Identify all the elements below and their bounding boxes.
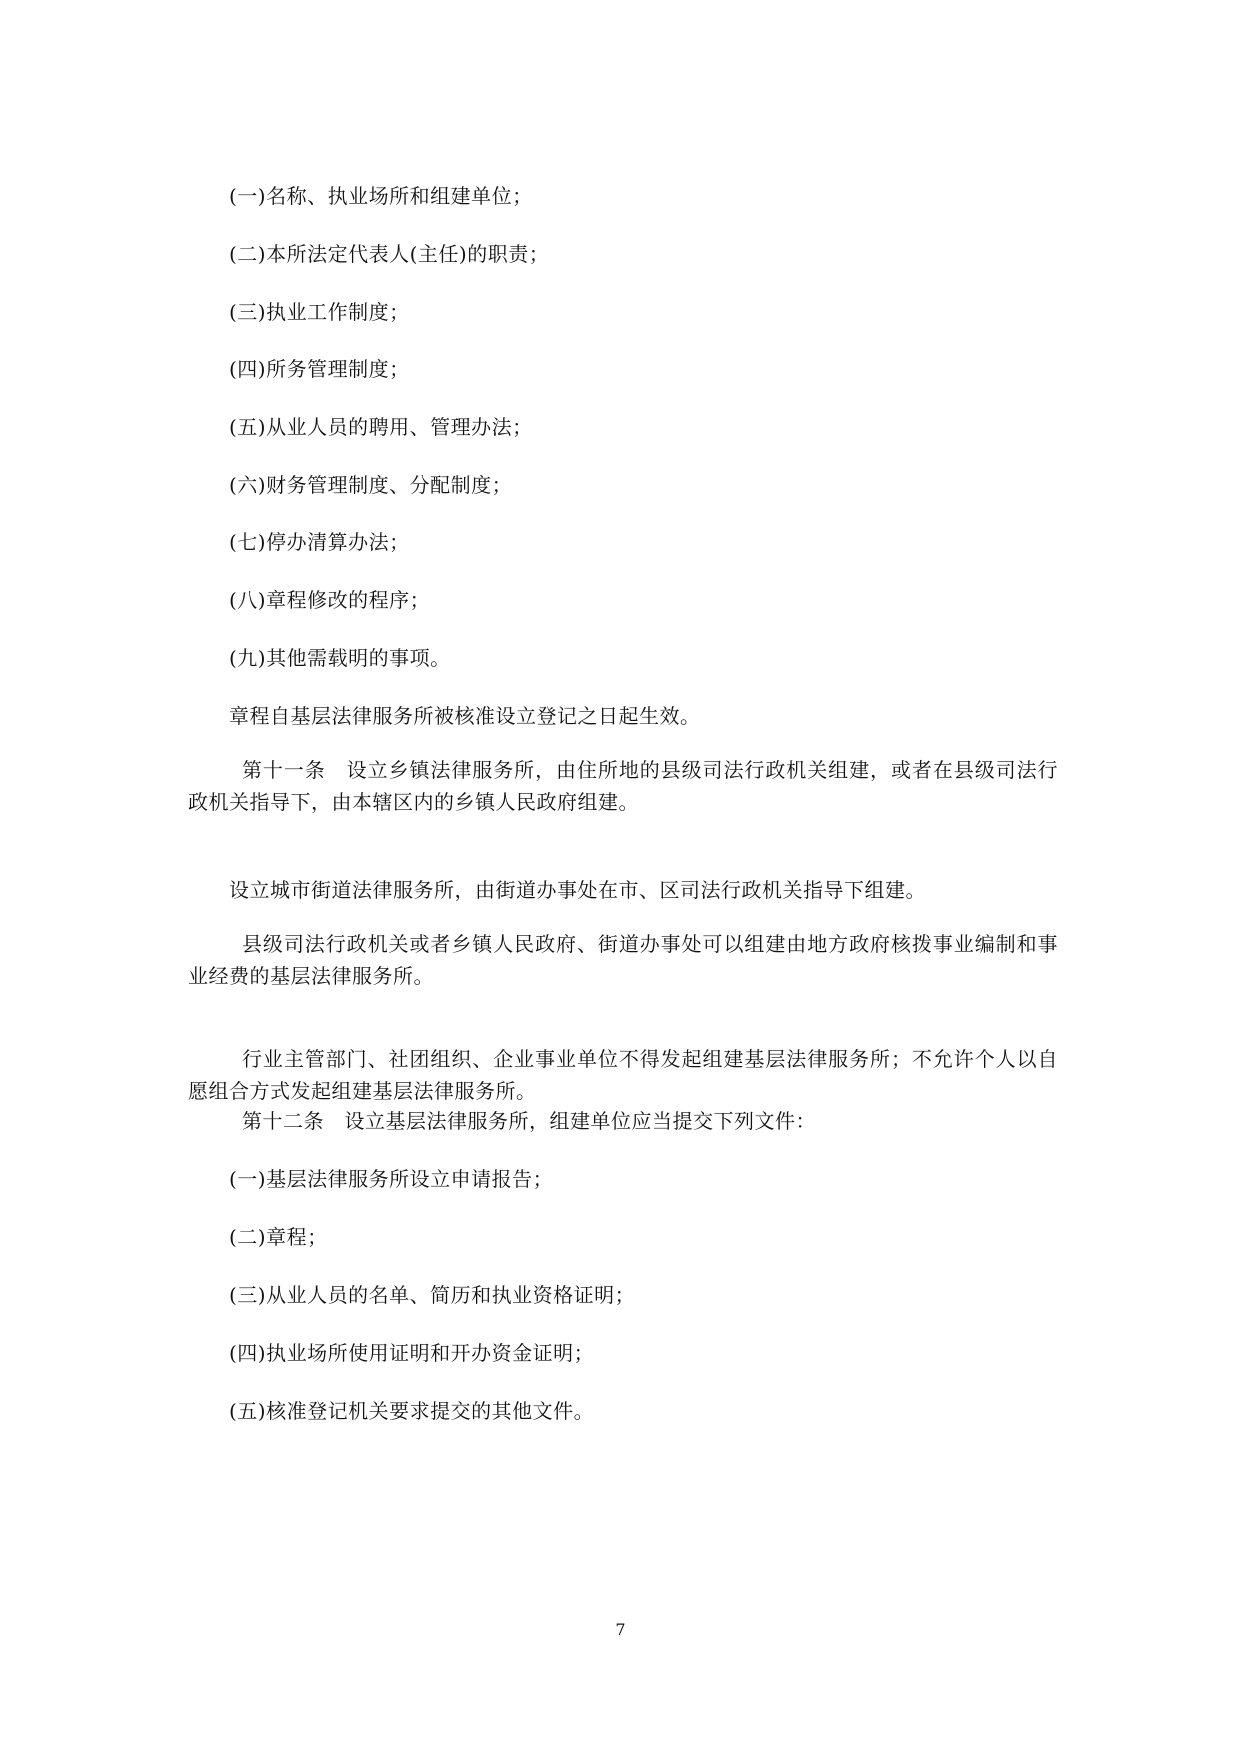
charter-item-5: (五)从业人员的聘用、管理办法； (229, 415, 533, 439)
charter-item-8: (八)章程修改的程序； (229, 588, 431, 612)
article-11-paragraph-4: 行业主管部门、社团组织、企业事业单位不得发起组建基层法律服务所；不允许个人以自愿组合方式发起组建基层法律服务所。 (188, 1047, 1058, 1103)
charter-item-3: (三)执业工作制度； (229, 300, 410, 324)
document-item-3: (三)从业人员的名单、简历和执业资格证明； (229, 1283, 636, 1307)
article-11-paragraph-3: 县级司法行政机关或者乡镇人民政府、街道办事处可以组建由地方政府核拨事业编制和事业经费的基层法律服务所。 (188, 932, 1058, 988)
document-item-2: (二)章程； (229, 1225, 328, 1249)
charter-item-1: (一)名称、执业场所和组建单位； (229, 184, 533, 208)
charter-item-6: (六)财务管理制度、分配制度； (229, 473, 513, 497)
charter-item-2: (二)本所法定代表人(主任)的职责； (229, 242, 550, 266)
charter-item-7: (七)停办清算办法； (229, 530, 410, 554)
charter-item-9: (九)其他需载明的事项。 (229, 646, 451, 670)
article-11-paragraph-1: 第十一条 设立乡镇法律服务所，由住所地的县级司法行政机关组建，或者在县级司法行政机关指导下，由本辖区内的乡镇人民政府组建。 (188, 758, 1058, 814)
charter-item-4: (四)所务管理制度； (229, 357, 410, 381)
charter-effective-paragraph: 章程自基层法律服务所被核准设立登记之日起生效。 (229, 704, 701, 728)
article-12-paragraph: 第十二条 设立基层法律服务所，组建单位应当提交下列文件： (242, 1109, 816, 1133)
article-11-paragraph-2: 设立城市街道法律服务所，由街道办事处在市、区司法行政机关指导下组建。 (229, 878, 926, 902)
page-number: 7 (615, 1620, 626, 1639)
document-item-4: (四)执业场所使用证明和开办资金证明； (229, 1341, 595, 1365)
document-item-5: (五)核准登记机关要求提交的其他文件。 (229, 1399, 595, 1423)
document-item-1: (一)基层法律服务所设立申请报告； (229, 1167, 554, 1191)
